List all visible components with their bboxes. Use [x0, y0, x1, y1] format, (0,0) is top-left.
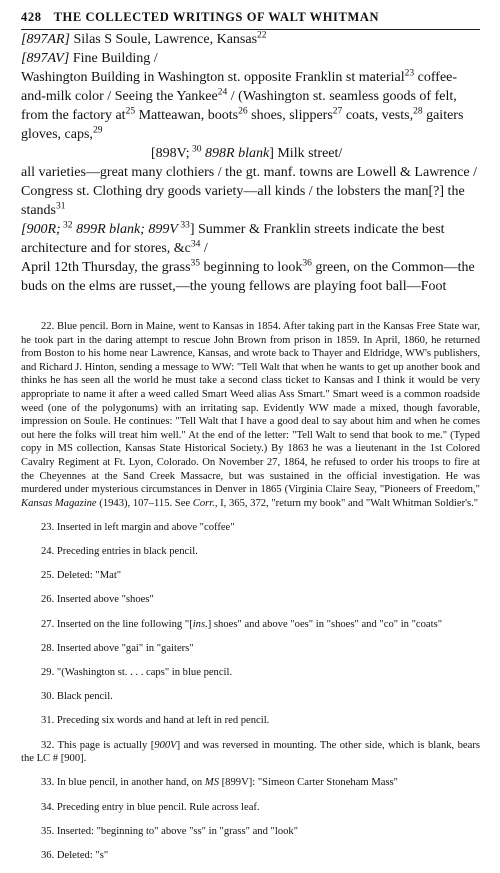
footnote-22 [21, 320, 480, 510]
footnote-italic: ins. [192, 618, 208, 630]
note-ref: 30 [189, 144, 202, 155]
entry-897ar [21, 30, 480, 49]
page [21, 10, 480, 873]
footnotes [21, 320, 480, 863]
footnote-26: 26. Inserted above "shoes" [41, 594, 154, 606]
entry-897av [21, 49, 480, 68]
entry-898v [21, 144, 480, 163]
note-ref: 29 [92, 125, 103, 136]
entry-text: beginning to look [200, 260, 303, 275]
entry-text: coats, vests, [342, 108, 414, 123]
footnote-33 [21, 776, 480, 790]
footnote-text: [899V]: "Simeon Carter Stoneham Mass" [219, 777, 399, 789]
entry-heading: ] Milk street/ [269, 146, 343, 161]
entry-text: shoes, slippers [247, 108, 333, 123]
note-ref: 28 [413, 106, 423, 117]
footnote-30: 30. Black pencil. [41, 691, 113, 703]
footnote-25: 25. Deleted: "Mat" [41, 570, 122, 582]
folio-label: [900R; [21, 222, 61, 237]
footnote-35: 35. Inserted: "beginning to" above "ss" in "grass" and "look" [41, 825, 299, 837]
entry-898v-body [21, 163, 480, 220]
footnote-27 [21, 618, 480, 632]
footnote-36: 36. Deleted: "s" [41, 849, 109, 861]
footnote-29: 29. "(Washington st. . . . caps" in blue pencil. [41, 667, 233, 679]
footnote-28: 28. Inserted above "gai" in "gaiters" [41, 642, 194, 654]
entry-heading: Fine Building / [69, 51, 158, 66]
manuscript-transcription [21, 30, 480, 296]
footnote-italic: MS [204, 777, 219, 789]
entry-text: ] Summer & Franklin streets indicate the best architecture and for stores, &c [21, 222, 445, 256]
note-ref: 25 [125, 106, 136, 117]
footnote-italic: 900V [154, 739, 177, 751]
entry-text: / [200, 241, 208, 256]
entry-text: gaiters gloves, caps, [21, 108, 464, 142]
note-ref: 22 [257, 30, 267, 41]
entry-897av-body [21, 68, 480, 144]
entry-heading-line [21, 146, 342, 161]
note-ref: 33 [177, 220, 190, 231]
footnote-text: 27. Inserted on the line following "[ [41, 618, 193, 630]
entry-text: Silas S Soule, Lawrence, Kansas [70, 32, 258, 47]
footnote-text: 33. In blue pencil, in another hand, on [41, 777, 205, 789]
note-ref: 34 [190, 239, 201, 250]
entry-text: Washington Building in Washington st. opposite Franklin st material [21, 70, 405, 85]
note-ref: 23 [404, 68, 415, 79]
note-ref: 35 [190, 258, 201, 269]
footnote-italic: Corr. [192, 497, 215, 509]
entry-text: / (Washington st. seamless goods of felt, from the factory at [21, 89, 457, 123]
footnote-text: ] and was reversed in mounting. The other side, which is blank, bears the LC # [900]. [21, 739, 480, 765]
note-ref: 31 [56, 201, 66, 212]
folio-label: [897AR] [21, 32, 70, 47]
footnote-text: (1943), 107–115. See [96, 497, 193, 509]
folio-label: 899R blank; 899V [72, 222, 178, 237]
footnote-31: 31. Preceding six words and hand at left in red pencil. [41, 715, 270, 727]
note-ref: 26 [238, 106, 248, 117]
footnote-text: 32. This page is actually [ [41, 739, 155, 751]
footnote-text: ] shoes" and above "oes" in "shoes" and "co" in "coats" [207, 618, 443, 630]
folio-bracket: [898V; [151, 146, 190, 161]
footnote-text: 22. Blue pencil. Born in Maine, went to Kansas in 1854. After taking part in the Kansas Free State war, he took part in the daring attempt to rescue John Brown from prison in 1859. In April, 1860, he returned from Boston to his home near Lawrence, Kansas, and wrote back to Thayer and Eldridge, WW's publishers, and Richard J. Hinton, sending a message to WW: "Tell Walt that when he wants to get up another book and thinks he has seen all the world he must take a second class ticket to Kansas and I think it would be very appropriate to name it after a weed called Smart Weed alias Ass Smart." Smart weed is a common roadside weed (one of the polygonums) with an irritating sap. Evidently WW made a mixed, though favorable, impression on Soule. He continues: "Tell Walt that I have a good deal to say about him and when he comes out here the folks will treat him well." At the end of the letter: "Tell Walt to send that book to me." (Typed copy in MS collection, Kansas State Historical Society.) By 1863 he was a lieutenant in the 1st Colored Cavalry Regiment at Ft. Lyon, Colorado. On November 27, 1864, he refused to order his troops to fire at the Cheyennes at the Sand Creek Massacre, but was sustained in the official investigation. He was murdered under mysterious circumstances in Denver in 1865 (Virginia Claire Seay, "Pioneers of Freedom," [21, 321, 480, 496]
entry-900r [21, 220, 480, 258]
footnote-23: 23. Inserted in left margin and above "coffee" [41, 521, 235, 533]
footnote-italic: Kansas Magazine [21, 497, 97, 509]
note-ref: 27 [332, 106, 343, 117]
entry-text: Matteawan, boots [135, 108, 239, 123]
note-ref: 36 [302, 258, 312, 269]
footnote-32 [21, 739, 480, 766]
footnote-34: 34. Preceding entry in blue pencil. Rule across leaf. [41, 801, 260, 813]
entry-text: coffee-and-milk color / Seeing the Yankee [21, 70, 458, 104]
running-header [21, 10, 480, 30]
running-title: THE COLLECTED WRITINGS OF WALT WHITMAN [53, 10, 380, 24]
note-ref: 32 [60, 220, 73, 231]
footnote-text: , I, 365, 372, "return my book" and "Walt Whitman Soldier's." [214, 497, 479, 509]
entry-april-12 [21, 258, 480, 296]
folio-label: [897AV] [21, 51, 70, 66]
footnote-24: 24. Preceding entries in black pencil. [41, 546, 198, 558]
page-number: 428 [21, 10, 42, 24]
entry-text: April 12th Thursday, the grass [21, 260, 191, 275]
folio-label: 898R blank [201, 146, 270, 161]
note-ref: 24 [217, 87, 228, 98]
entry-text: green, on the Common—the buds on the elms are russet,—the young fellows are playing foot ball—Foot [21, 260, 475, 294]
entry-text: all varieties—great many clothiers / the gt. manf. towns are Lowell & Lawrence / Congress st. Clothing dry goods variety—all kinds / the lobsters the man[?] the stands [21, 165, 478, 218]
